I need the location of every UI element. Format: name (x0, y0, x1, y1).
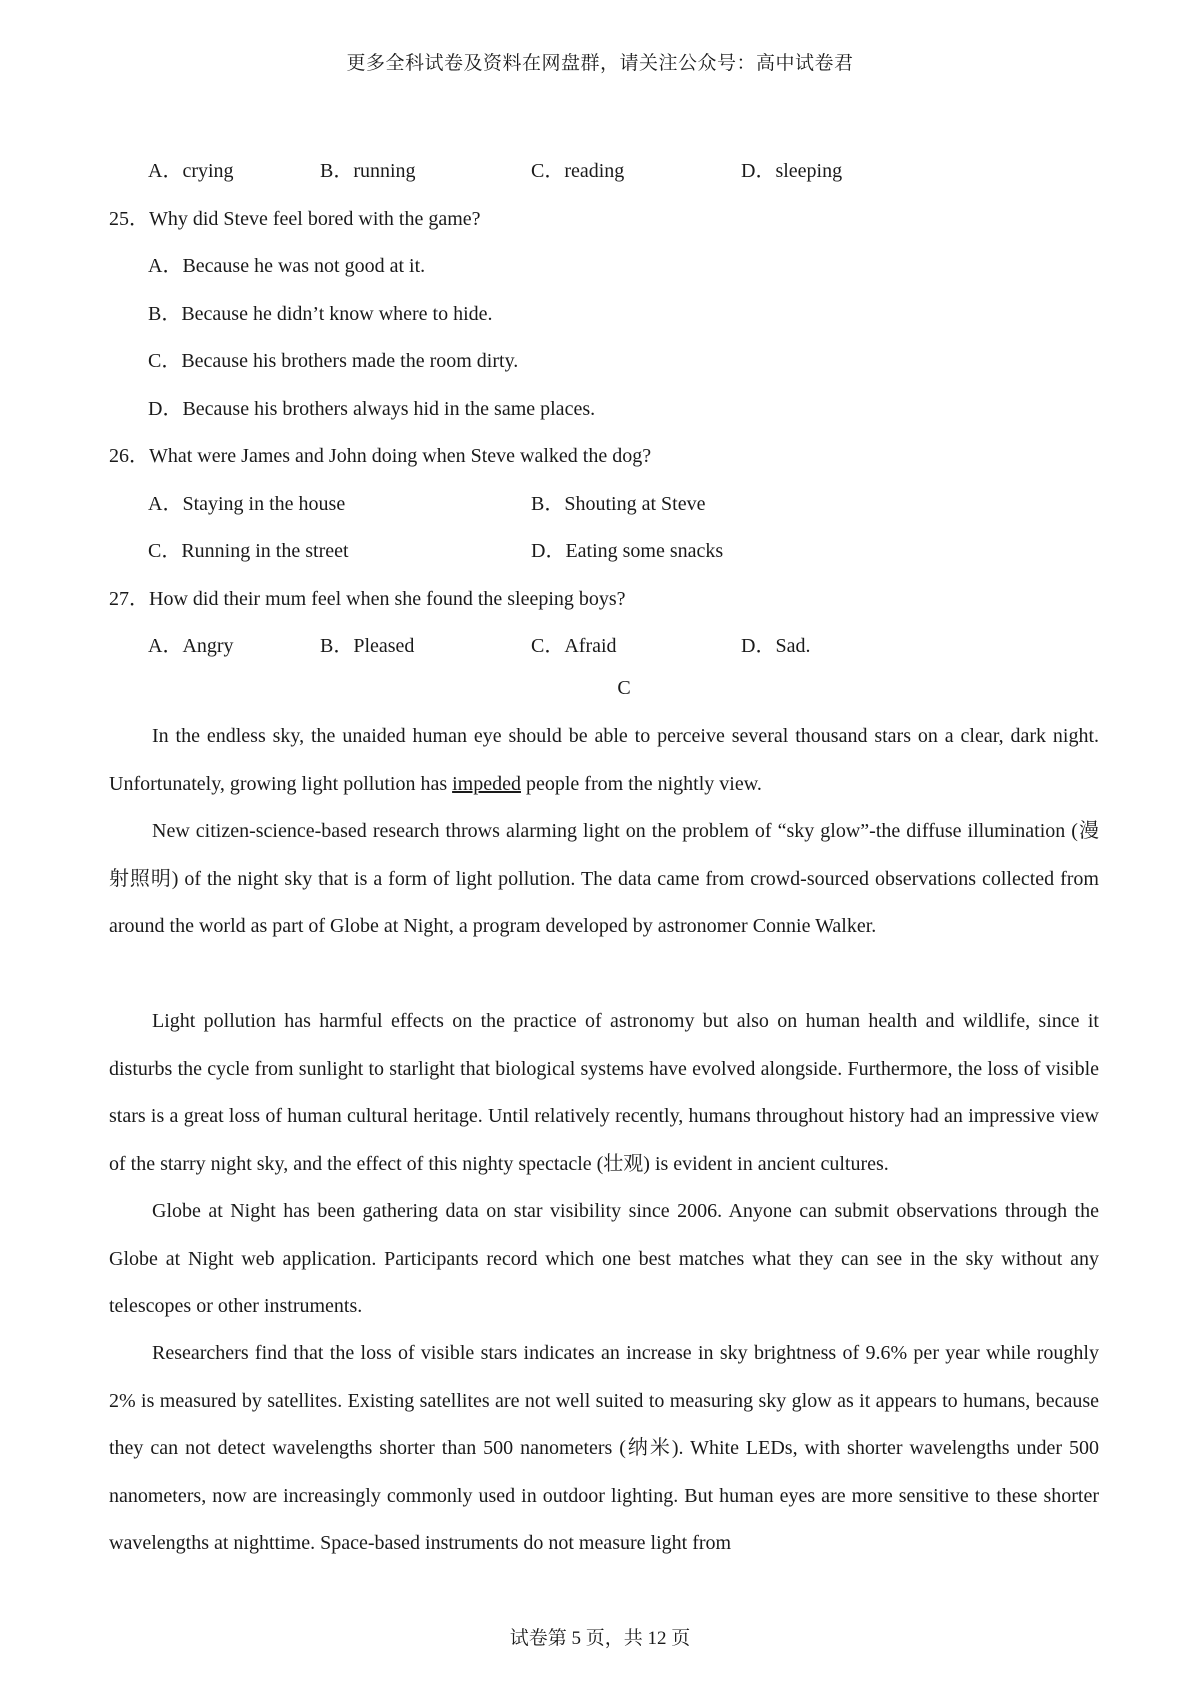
underlined-word-impeded: impeded (452, 772, 521, 795)
passage-paragraph-2: New citizen-science-based research throws alarming light on the problem of “sky glow”-the diffuse illumination (漫射照明) of the night sky that is a form of light pollution. The data came from crowd-sourced observations collected from around the world as part of Globe at Night, a program developed by astronomer Connie Walker. (109, 820, 1099, 938)
q25-stem: 25．Why did Steve feel bored with the game? (109, 208, 481, 230)
q26-options-row1 (0, 487, 1200, 517)
q25-option-c: C．Because his brothers made the room dirty. (148, 350, 519, 372)
q27-option-d: D．Sad. (741, 635, 811, 657)
q24-options (0, 154, 1200, 184)
section-label: C (617, 677, 631, 699)
p1-text-before: In the endless sky, the unaided human eye should be able to perceive several thousand stars on a clear, dark night. Unfortunately, growing light pollution has (109, 725, 1099, 795)
q26-option-b: B．Shouting at Steve (531, 493, 706, 515)
passage-paragraph-4: Globe at Night has been gathering data on star visibility since 2006. Anyone can submit observations through the Globe at Night web application. Participants record which one best matches what they can see in the sky without any telescopes or other instruments. (109, 1200, 1099, 1318)
q27-stem: 27．How did their mum feel when she found the sleeping boys? (109, 588, 626, 610)
q25-option-d: D．Because his brothers always hid in the same places. (148, 398, 596, 420)
page-header: 更多全科试卷及资料在网盘群，请关注公众号：高中试卷君 (346, 53, 854, 74)
passage-paragraph-5: Researchers find that the loss of visible stars indicates an increase in sky brightness of 9.6% per year while roughly 2% is measured by satellites. Existing satellites are not well suited to measuring sky glow as it appears to humans, because they can not detect wavelengths shorter than 500 nanometers (纳米). White LEDs, with shorter wavelengths under 500 nanometers, now are increasingly commonly used in outdoor lighting. But human eyes are more sensitive to these shorter wavelengths at nighttime. Space-based instruments do not measure light from (109, 1342, 1099, 1555)
q26-option-c: C．Running in the street (148, 540, 349, 562)
q24-option-c: C．reading (531, 160, 625, 182)
q26-stem: 26．What were James and John doing when Steve walked the dog? (109, 445, 652, 467)
q24-option-a: A．crying (148, 160, 234, 182)
passage-paragraph-3: Light pollution has harmful effects on the practice of astronomy but also on human health and wildlife, since it disturbs the cycle from sunlight to starlight that biological systems have evolved alongside. Furthermore, the loss of visible stars is a great loss of human cultural heritage. Until relatively recently, humans throughout history had an impressive view of the starry night sky, and the effect of this nighty spectacle (壮观) is evident in ancient cultures. (109, 1010, 1099, 1175)
q25-option-b: B．Because he didn’t know where to hide. (148, 303, 493, 325)
q27-option-b: B．Pleased (320, 635, 415, 657)
q27-option-c: C．Afraid (531, 635, 617, 657)
p1-text-after: people from the nightly view. (520, 772, 762, 795)
page-footer: 试卷第 5 页，共 12 页 (509, 1628, 691, 1649)
q25-option-a: A．Because he was not good at it. (148, 255, 426, 277)
passage-paragraph-1 (109, 713, 1099, 808)
q26-options-row2 (0, 534, 1200, 564)
q26-option-d: D．Eating some snacks (531, 540, 724, 562)
q24-option-b: B．running (320, 160, 416, 182)
q26-option-a: A．Staying in the house (148, 493, 346, 515)
q27-option-a: A．Angry (148, 635, 234, 657)
q24-option-d: D．sleeping (741, 160, 843, 182)
q27-options (0, 629, 1200, 659)
